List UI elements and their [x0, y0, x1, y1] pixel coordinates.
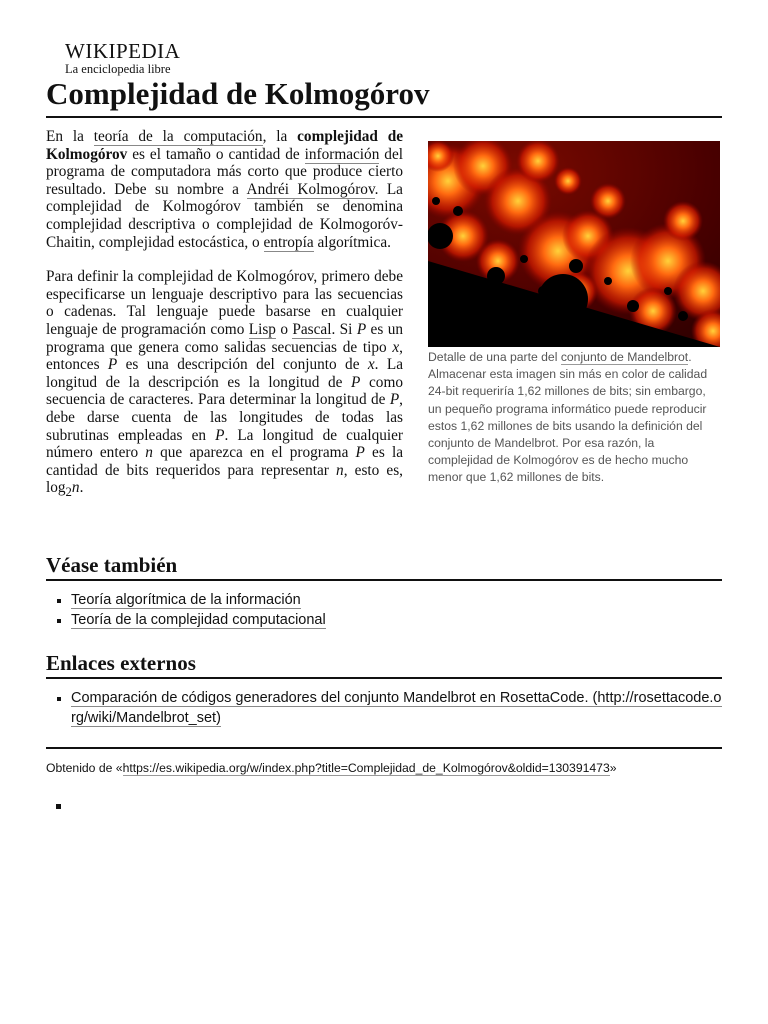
link-entropia[interactable]: entropía — [263, 233, 314, 251]
link-pascal[interactable]: Pascal — [292, 320, 332, 338]
text-run: . La longitud de la descripción es la longitud de — [46, 356, 403, 391]
text-run: . La longitud de cualquier número entero — [46, 426, 403, 462]
intro-paragraph-1 — [46, 128, 403, 251]
text-run: . Si — [331, 320, 357, 338]
footer-divider — [46, 747, 722, 749]
link-rosettacode[interactable]: Comparación de códigos generadores del conjunto Mandelbrot en RosettaCode. (http://rosettacode.org/wiki/Mandelbrot_set) — [71, 690, 722, 726]
caption-text: Detalle de una parte del — [428, 350, 561, 364]
mandelbrot-bulb — [538, 274, 588, 324]
mandelbrot-bulb — [569, 259, 583, 273]
math-var: P — [389, 391, 400, 409]
bullet — [57, 599, 61, 603]
text-run: que aparezca en el programa — [152, 444, 356, 462]
math-var: n — [336, 461, 344, 479]
math-var: P — [351, 373, 361, 391]
page-title: Complejidad de Kolmogórov — [46, 74, 722, 118]
text-run: , entonces — [46, 338, 403, 374]
math-var: P — [355, 444, 365, 462]
link-teoria-algoritmica[interactable]: Teoría algorítmica de la información — [71, 592, 301, 608]
text-run: del programa de computadora más corto que produce cierto resultado. Debe su nombre a — [46, 145, 403, 198]
text-run: , la — [262, 128, 298, 145]
link-andrei-kolmogorov[interactable]: Andréi Kolmogórov — [246, 180, 375, 198]
mandelbrot-bulb — [432, 197, 440, 205]
math-var: P — [215, 426, 225, 444]
math-var: n — [145, 444, 153, 462]
mandelbrot-bulb — [627, 300, 639, 312]
wikipedia-tagline: La enciclopedia libre — [65, 62, 171, 76]
bold-term: complejidad de Kolmogórov — [46, 128, 404, 163]
math-var: x — [392, 338, 400, 356]
section-heading-enlaces-externos: Enlaces externos — [46, 650, 722, 679]
fractal-glow — [663, 201, 703, 241]
wikipedia-logo[interactable] — [65, 40, 180, 76]
text-run: o — [275, 320, 293, 338]
text-run: . — [79, 479, 84, 497]
see-also-list — [46, 591, 722, 630]
mandelbrot-bulb — [664, 287, 672, 295]
footer-text: Obtenido de « — [46, 761, 123, 775]
article-body — [46, 128, 403, 519]
mandelbrot-bulb — [678, 311, 688, 321]
link-informacion[interactable]: información — [304, 145, 380, 163]
math-var: P — [356, 320, 367, 338]
link-teoria-complejidad[interactable]: Teoría de la complejidad computacional — [71, 611, 326, 628]
mandelbrot-bulb — [453, 206, 463, 216]
mandelbrot-bulb — [604, 277, 612, 285]
footer-text: » — [609, 761, 617, 775]
text-run: es la cantidad de bits requeridos para representar — [46, 444, 403, 479]
text-run: Para definir la complejidad de Kolmogórov, primero debe especificarse un lenguaje descriptivo para las secuencias o cadenas. Tal lenguaje puede basarse en cualquier lenguaje de programación como — [46, 268, 403, 338]
text-run: . La complejidad de Kolmogórov también se denomina complejidad descriptiva o complejidad de Kolmogoróv-Chaitin, complejidad estocástica, o — [46, 180, 403, 251]
bullet — [56, 804, 61, 809]
list-item — [46, 591, 722, 611]
text-run: algorítmica. — [313, 233, 391, 251]
intro-paragraph-2 — [46, 268, 403, 502]
text-run: es un programa que genera como salidas secuencias de tipo — [46, 320, 403, 356]
external-links-list — [46, 689, 722, 728]
text-run: , debe darse cuenta de las longitudes de todas las subrutinas empleadas en — [46, 391, 403, 444]
log-subscript: 2 — [65, 485, 72, 500]
math-var: n — [71, 479, 80, 497]
thumbnail-figure — [428, 141, 720, 487]
mandelbrot-bulb — [520, 255, 528, 263]
section-heading-vease-tambien: Véase también — [46, 552, 722, 581]
math-var: x — [367, 356, 375, 374]
mandelbrot-bulb — [487, 267, 505, 285]
caption-text: . Almacenar esta imagen sin más en color de calidad 24-bit requeriría 1,62 millones de bits; sin embargo, un pequeño programa informático puede reproducir estos 1,62 millones de bits usando la definición del conjunto de Mandelbrot. Por esa razón, la complejidad de Kolmogórov es de hecho mucho menor que 1,62 millones de bits. — [428, 350, 708, 485]
text-run: es el tamaño o cantidad de — [127, 145, 305, 163]
bullet — [57, 619, 61, 623]
text-run: como secuencia de caracteres. Para determinar la longitud de — [46, 373, 403, 409]
link-permanent-url[interactable]: https://es.wikipedia.org/w/index.php?title=Complejidad_de_Kolmogórov&oldid=130391473 — [122, 761, 610, 775]
fractal-glow — [516, 141, 560, 183]
text-run: es una descripción del conjunto de — [117, 356, 368, 374]
link-conjunto-mandelbrot[interactable]: conjunto de Mandelbrot — [560, 350, 689, 364]
list-item — [46, 689, 722, 728]
link-teoria-computacion[interactable]: teoría de la computación — [93, 128, 263, 145]
retrieved-from — [46, 761, 722, 776]
link-lisp[interactable]: Lisp — [248, 320, 276, 338]
mandelbrot-bulb — [538, 286, 548, 296]
text-run: En la — [46, 128, 94, 145]
mandelbrot-bulb — [428, 223, 453, 249]
mandelbrot-detail-image[interactable] — [428, 141, 720, 347]
wikipedia-wordmark: WIKIPEDIA — [65, 39, 181, 63]
figure-caption — [428, 349, 720, 487]
list-item — [46, 611, 722, 631]
math-var: P — [107, 356, 118, 374]
fractal-glow — [590, 183, 626, 219]
bullet — [57, 697, 61, 701]
text-run: , esto es, log — [46, 461, 404, 497]
fractal-glow — [554, 167, 582, 195]
